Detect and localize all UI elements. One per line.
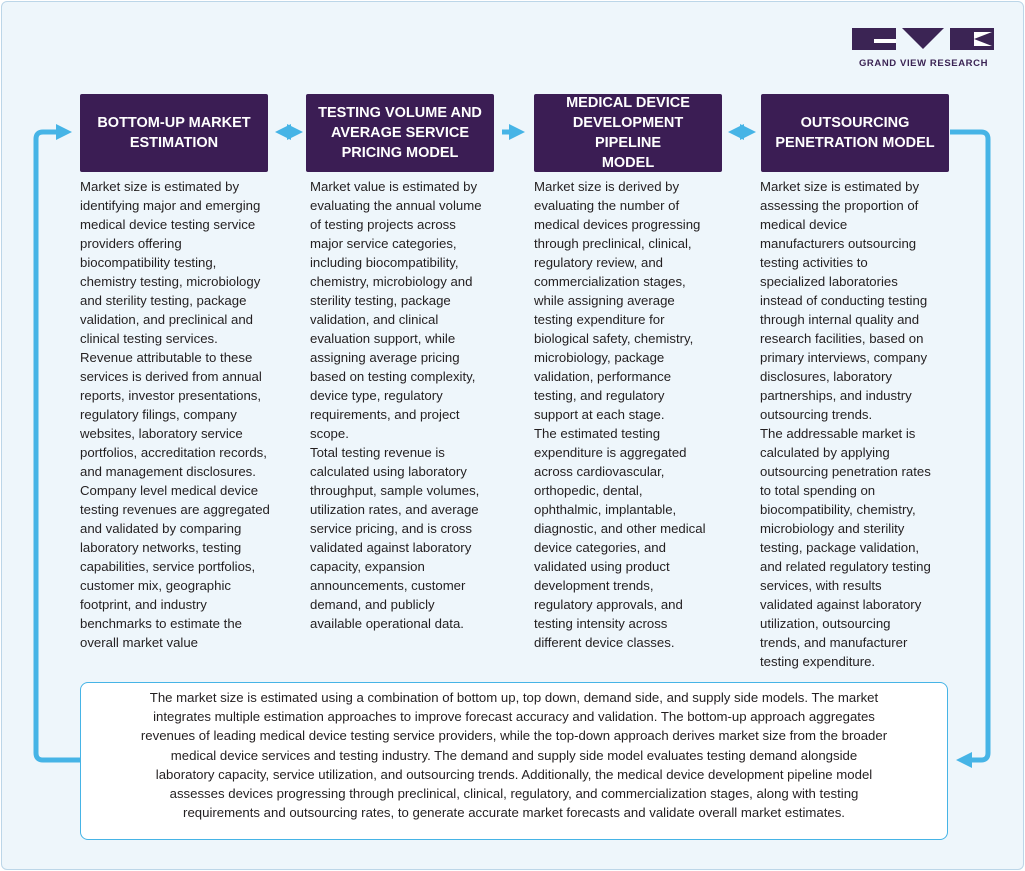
step-4-description: Market size is estimated by assessing the proportion of medical device manufacturers outsourcing testing activities to specialized laboratories instead of conducting testing through internal quality and research facilities, based on primary interviews, company disclosures, laboratory partnerships, and industry outsourcing trends. The addressable market is calculated by applying outsourcing penetration rates to total spending on biocompatibility, chemistry, microbiology and sterility testing, package validation, and related regulatory testing services, with results validated against laboratory utilization, outsourcing trends, and manufacturer testing expenditure. <box>760 179 931 669</box>
step-1-description: Market size is estimated by identifying major and emerging medical device testing service providers offering biocompatibility testing, chemistry testing, microbiology and sterility testing, package validation, and preclinical and clinical testing services. Revenue attributable to these services is derived from annual reports, investor presentations, regulatory filings, company websites, laboratory service portfolios, accreditation records, and management disclosures. Company level medical device testing revenues are aggregated and validated by comparing laboratory networks, testing capabilities, service portfolios, customer mix, geographic footprint, and industry benchmarks to estimate the overall market value <box>80 179 270 650</box>
step-2-header <box>306 94 494 172</box>
step-1-title: BOTTOM-UP MARKET ESTIMATION <box>97 115 251 151</box>
step-3-description: Market size is derived by evaluating the number of medical devices progressing through preclinical, clinical, regulatory review, and commercialization stages, while assigning average testing expenditure for biological safety, chemistry, microbiology, package validation, performance testing, and regulatory support at each stage. The estimated testing expenditure is aggregated across cardiovascular, orthopedic, dental, ophthalmic, implantable, diagnostic, and other medical device categories, and validated using product development trends, regulatory approvals, and testing intensity across different device classes. <box>534 179 706 650</box>
step-4-title: OUTSOURCING PENETRATION MODEL <box>775 115 935 151</box>
brand-name: GRAND VIEW RESEARCH <box>858 58 989 69</box>
step-2-title: TESTING VOLUME AND AVERAGE SERVICE PRICING MODEL <box>318 105 482 161</box>
step-2-description: Market value is estimated by evaluating the annual volume of testing projects across major service categories, including biocompatibility, chemistry, microbiology and sterility testing, package validation, and clinical evaluation support, while assigning average pricing based on testing complexity, device type, regulatory requirements, and project scope. Total testing revenue is calculated using laboratory throughput, sample volumes, utilization rates, and average service pricing, and is cross validated against laboratory capacity, expansion announcements, customer demand, and publicly available operational data. <box>310 179 482 631</box>
step-3-header <box>534 94 722 172</box>
step-4-header <box>761 94 949 172</box>
loop-arrow-left <box>36 132 80 760</box>
step-1-header <box>80 94 268 172</box>
step-3-title: MEDICAL DEVICE DEVELOPMENT PIPELINE MODEL <box>566 95 690 171</box>
summary-box: The market size is estimated using a combination of bottom up, top down, demand side, and supply side models. The market integrates multiple estimation approaches to improve forecast accuracy and validation. The bottom-up approach aggregates revenues of leading medical device testing service providers, while the top-down approach derives market size from the broader medical device services and testing industry. The demand and supply side model evaluates testing demand alongside laboratory capacity, service utilization, and outsourcing trends. Additionally, the medical device development pipeline model assesses devices progressing through preclinical, clinical, regulatory, and commercialization stages, along with testing requirements and outsourcing rates, to generate accurate market forecasts and validate overall market estimates. <box>80 682 948 840</box>
